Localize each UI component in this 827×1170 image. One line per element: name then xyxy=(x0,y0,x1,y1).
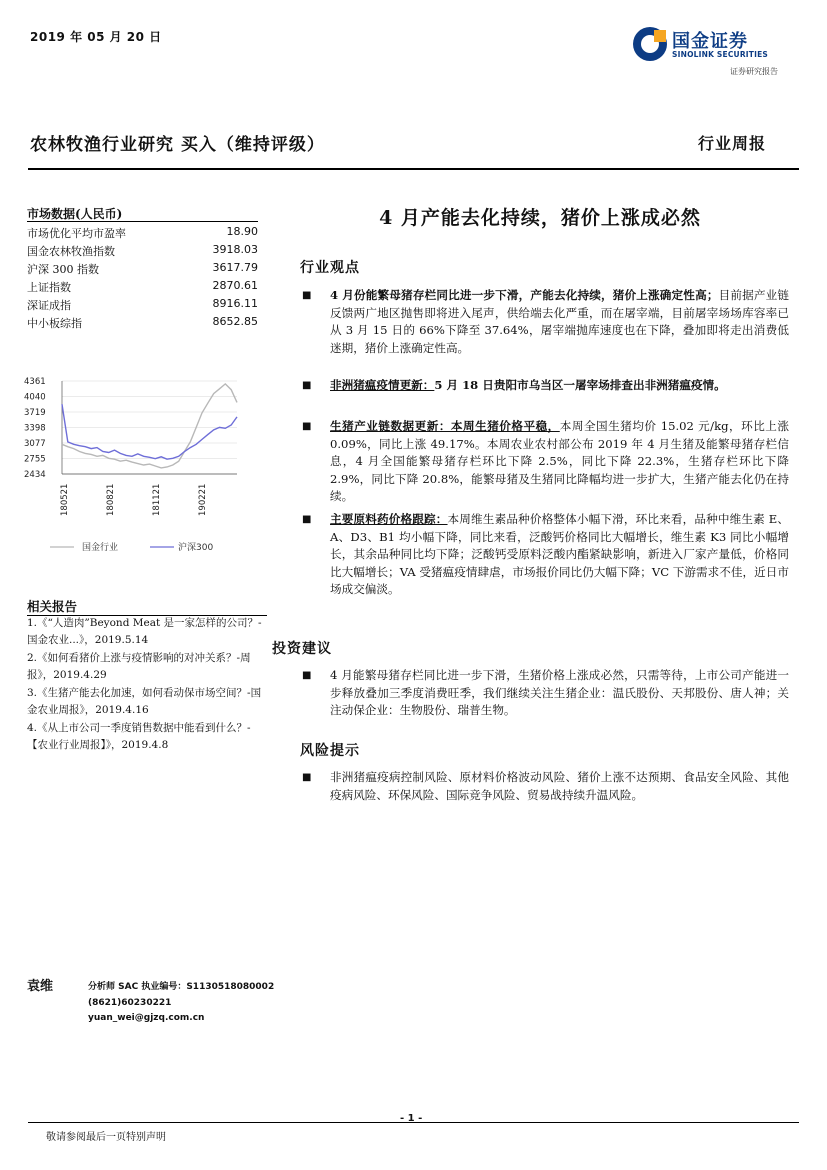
y-tick-label: 2755 xyxy=(24,454,46,465)
bullet-icon: ■ xyxy=(302,421,312,432)
view-item: 主要原料药价格跟踪：本周维生素品种价格整体小幅下滑，环比来看，品种中维生素 E、A、D3、B1 均小幅下降，同比来看，泛酸钙价格同比大幅增长，维生素 K3 同比小幅增长，其余品种同比均下降；泛酸钙受原料泛酸内酯紧缺影响，新进入厂家产量低，价格同比大幅增长；VA 受猪瘟疫情肆虐，市场报价同比仍大幅下降；VC 下游需求不佳，近日市场成交偏淡。 xyxy=(330,512,789,596)
related-reports-heading: 相关报告 xyxy=(27,599,78,614)
series-line xyxy=(62,404,237,459)
logo-text-cn: 国金证券 xyxy=(672,31,748,52)
x-tick-label: 180521 xyxy=(60,483,70,516)
report-subtag: 证券研究报告 xyxy=(730,67,778,76)
related-report-link[interactable]: 3.《生猪产能去化加速，如何看动保市场空间？-国金农业周报》，2019.4.16 xyxy=(27,687,262,716)
analyst-phone: (8621)60230221 xyxy=(88,998,172,1008)
view-item: 生猪产业链数据更新：本周生猪价格平稳，本周全国生猪均价 15.02 元/kg，环比上涨 0.09%，同比上涨 49.17%。本周农业农村部公布 2019 年 4 月生猪及能繁母猪存栏信息，4 月全国能繁母猪存栏环比下降 2.5%，同比下降 22.3%，生猪存栏环比下降 2.9%，同比下降 20.8%，能繁母猪及生猪同比降幅均进一步扩大，生猪产能去化仍在持续。 xyxy=(330,419,789,503)
report-title: 4 月产能去化持续，猪价上涨成必然 xyxy=(379,207,701,229)
x-tick-label: 180821 xyxy=(105,483,116,516)
index-line-chart xyxy=(22,370,267,565)
market-row: 市场优化平均市盈率 18.90 xyxy=(27,225,258,240)
view-item: 4 月份能繁母猪存栏同比进一步下滑，产能去化持续，猪价上涨确定性高；目前据产业链反馈两广地区抛售即将进入尾声，供给端去化严重，而在屠宰端，目前屠宰场场库容率已从 3 月 15 日的 66%下降至 37.64%，屠宰端抛库速度也在下降，叠加即将走出消费低迷期，猪价上涨确定性高。 xyxy=(330,288,789,355)
market-data-heading: 市场数据(人民币) xyxy=(27,207,123,221)
header-divider xyxy=(28,168,799,170)
y-tick-label: 3398 xyxy=(24,423,46,434)
y-tick-label: 3077 xyxy=(24,439,46,449)
logo-text-en: SINOLINK SECURITIES xyxy=(672,50,769,59)
x-tick-label: 181121 xyxy=(151,483,162,516)
market-row: 上证指数 2870.61 xyxy=(27,279,258,294)
bullet-icon: ■ xyxy=(302,514,312,525)
market-divider xyxy=(27,221,258,222)
analyst-name: 袁维 xyxy=(27,979,54,994)
y-tick-label: 4361 xyxy=(24,377,46,387)
bullet-icon: ■ xyxy=(302,670,312,681)
market-row: 国金农林牧渔指数 3918.03 xyxy=(27,243,258,258)
sinolink-logo-icon xyxy=(630,24,670,64)
section-view-title: 行业观点 xyxy=(300,260,360,276)
section-invest-title: 投资建议 xyxy=(272,641,332,657)
market-row: 中小板综指 8652.85 xyxy=(27,315,258,330)
invest-text: 4 月能繁母猪存栏同比进一步下滑，生猪价格上涨成必然，只需等待，上市公司产能进一步释放叠加三季度消费旺季，我们继续关注生猪企业：温氏股份、天邦股份、唐人神；关注动保企业：生物股份、瑞普生物。 xyxy=(330,668,789,717)
market-row: 深证成指 8916.11 xyxy=(27,297,258,312)
risk-text: 非洲猪瘟疫病控制风险、原材料价格波动风险、猪价上涨不达预期、食品安全风险、其他疫病风险、环保风险、国际竞争风险、贸易战持续升温风险。 xyxy=(330,770,789,802)
section-risk-title: 风险提示 xyxy=(300,743,360,759)
page-number: - 1 - xyxy=(400,1113,423,1124)
view-item: 非洲猪瘟疫情更新：5 月 18 日贵阳市乌当区一屠宰场排查出非洲猪瘟疫情。 xyxy=(330,378,726,392)
analyst-license: 分析师 SAC 执业编号：S1130518080002 xyxy=(88,982,275,992)
analyst-email[interactable]: yuan_wei@gjzq.com.cn xyxy=(88,1013,205,1023)
y-tick-label: 3719 xyxy=(24,408,46,418)
legend-label: 沪深300 xyxy=(178,543,214,553)
report-type: 行业周报 xyxy=(698,134,767,153)
market-row: 沪深 300 指数 3617.79 xyxy=(27,261,258,276)
footer-note: 敬请参阅最后一页特别声明 xyxy=(46,1132,166,1143)
bullet-icon: ■ xyxy=(302,380,312,391)
footer-divider xyxy=(28,1122,799,1123)
legend-label: 国金行业 xyxy=(82,543,119,553)
related-report-link[interactable]: 1.《“人造肉”Beyond Meat 是一家怎样的公司？-国金农业...》，2019.5.14 xyxy=(27,617,262,646)
report-date: 2019 年 05 月 20 日 xyxy=(30,30,162,44)
y-tick-label: 4040 xyxy=(24,392,46,403)
related-report-link[interactable]: 2.《如何看猪价上涨与疫情影响的对冲关系？-周报》，2019.4.29 xyxy=(27,652,251,681)
bullet-icon: ■ xyxy=(302,290,312,301)
x-tick-label: 190221 xyxy=(197,483,208,516)
bullet-icon: ■ xyxy=(302,772,312,783)
industry-rating: 农林牧渔行业研究 买入（维持评级） xyxy=(30,135,325,155)
related-report-link[interactable]: 4.《从上市公司一季度销售数据中能看到什么？-【农业行业周报】》，2019.4.8 xyxy=(27,722,251,751)
y-tick-label: 2434 xyxy=(24,470,46,480)
